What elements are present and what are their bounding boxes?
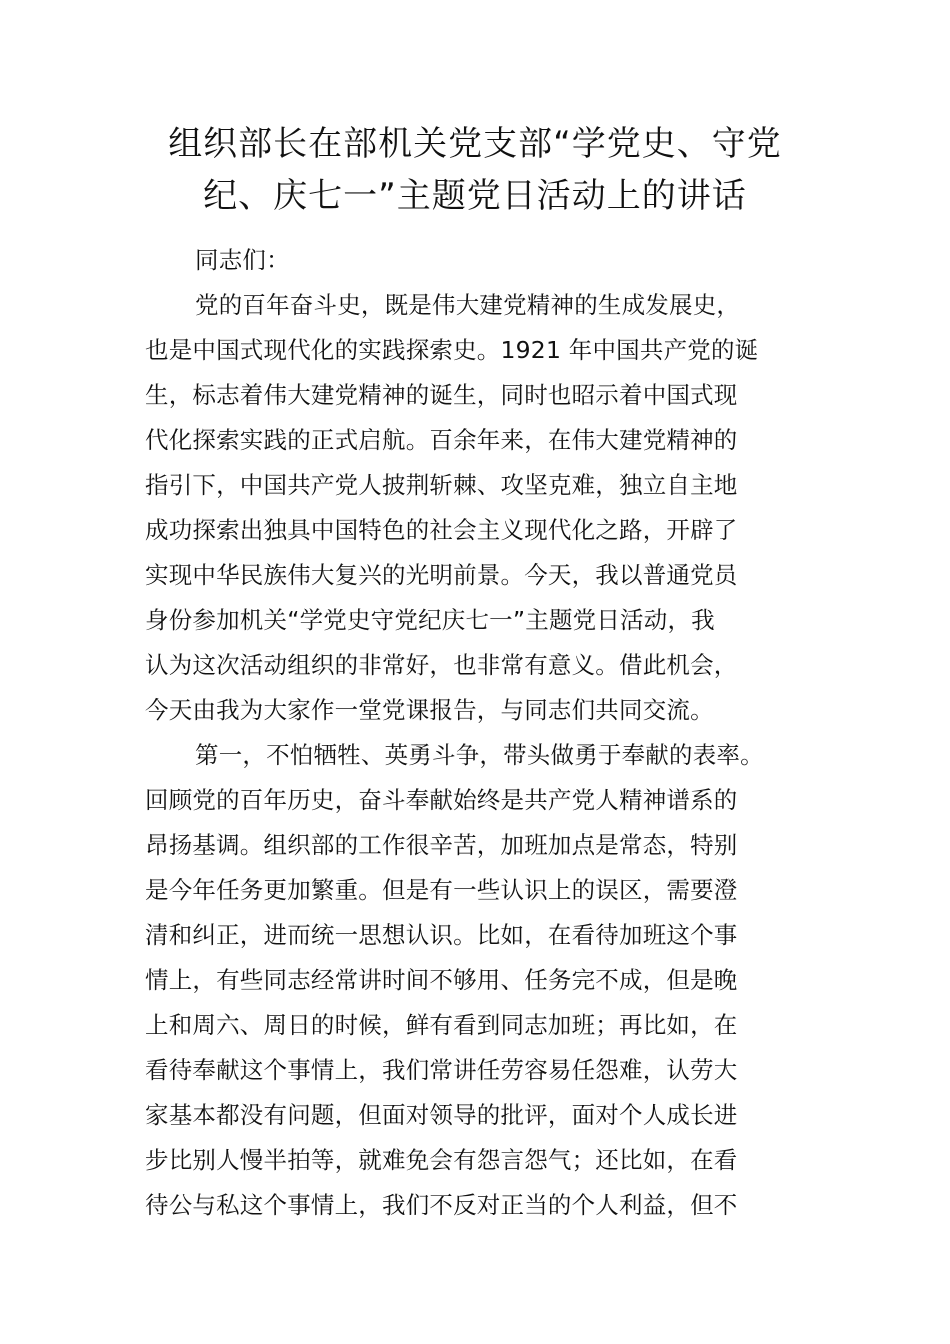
paragraph-line: 认为这次活动组织的非常好，也非常有意义。借此机会，: [145, 651, 738, 679]
paragraph-line: 情上，有些同志经常讲时间不够用、任务完不成，但是晚: [145, 966, 738, 994]
paragraph-line: 实现中华民族伟大复兴的光明前景。今天，我以普通党员: [145, 561, 738, 589]
salutation: 同志们：: [195, 246, 290, 274]
paragraph-line: 待公与私这个事情上，我们不反对正当的个人利益，但不: [145, 1191, 738, 1219]
document-title: [120, 118, 830, 222]
paragraph-line: 今天由我为大家作一堂党课报告，与同志们共同交流。: [145, 696, 714, 724]
paragraph-line: 是今年任务更加繁重。但是有一些认识上的误区，需要澄: [145, 876, 738, 904]
paragraph-line: 回顾党的百年历史，奋斗奉献始终是共产党人精神谱系的: [145, 786, 738, 814]
paragraph-line: 上和周六、周日的时候，鲜有看到同志加班；再比如，在: [145, 1011, 738, 1039]
paragraph-line: 昂扬基调。组织部的工作很辛苦，加班加点是常态，特别: [145, 831, 738, 859]
paragraph-line: 党的百年奋斗史，既是伟大建党精神的生成发展史，: [195, 291, 741, 319]
paragraph-line: 家基本都没有问题，但面对领导的批评，面对个人成长进: [145, 1101, 738, 1129]
paragraph-line: 代化探索实践的正式启航。百余年来，在伟大建党精神的: [145, 426, 738, 454]
paragraph-line: 看待奉献这个事情上，我们常讲任劳容易任怨难，认劳大: [145, 1056, 738, 1084]
title-line-2: 纪、庆七一”主题党日活动上的讲话: [203, 176, 747, 216]
paragraph-line: 生，标志着伟大建党精神的诞生，同时也昭示着中国式现: [145, 381, 738, 409]
paragraph-line: 第一，不怕牺牲、英勇斗争，带头做勇于奉献的表率。: [195, 741, 764, 769]
title-line-1: 组织部长在部机关党支部“学党史、守党: [168, 124, 782, 164]
paragraph-line: 成功探索出独具中国特色的社会主义现代化之路，开辟了: [145, 516, 738, 544]
paragraph-line: 身份参加机关“学党史守党纪庆七一”主题党日活动，我: [145, 606, 715, 634]
document-body: [145, 238, 805, 1228]
paragraph-line: 清和纠正，进而统一思想认识。比如，在看待加班这个事: [145, 921, 738, 949]
paragraph-line: 也是中国式现代化的实践探索史。1921 年中国共产党的诞: [145, 336, 759, 364]
paragraph-line: 步比别人慢半拍等，就难免会有怨言怨气；还比如，在看: [145, 1146, 738, 1174]
paragraph-line: 指引下，中国共产党人披荆斩棘、攻坚克难，独立自主地: [145, 471, 738, 499]
